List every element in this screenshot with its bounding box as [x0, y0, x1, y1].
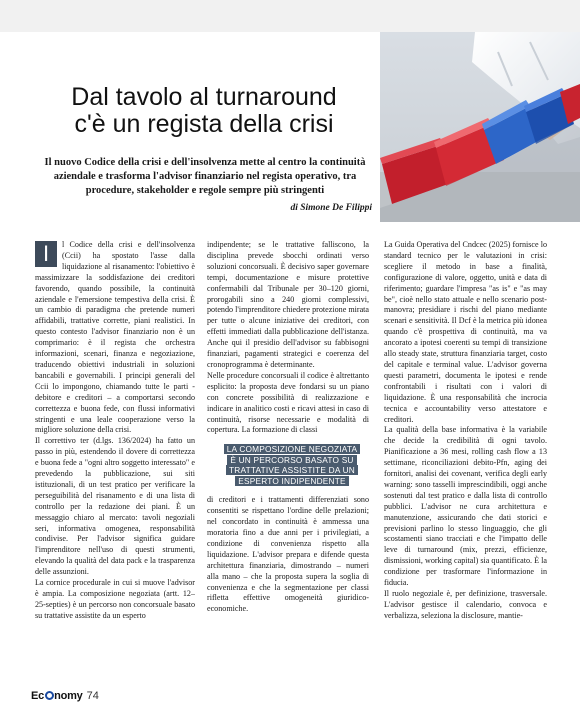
text-column-2: [207, 240, 369, 680]
page-footer: [31, 689, 99, 703]
hero-image: [380, 32, 580, 222]
paragraph: l Codice della crisi e dell'insolvenza (Ccii) ha spostato l'asse dalla liquidazione al risanamento: l'obiettivo è massimizzare la soddisfazione dei creditori favorendo, quando possibile, la continuità aziendale e l'emersione tempestiva della crisi. È un cambio di paradigma che pretende numeri affidabili, trattative corrette, piani realistici. In questo contesto l'advisor finanziario non è un comprimario: è il regista che orchestra informazioni, scenari, finanza e negoziazione, traducendo obiettivi industriali in soluzioni bancabili e governabili. I principi generali del Ccii lo impongono, chiamando tutte le parti - debitore e creditori – a comportarsi secondo correttezza e buona fede, con flussi informativi stringenti e una leale cooperazione verso la migliore soluzione della crisi.: [35, 240, 195, 435]
article-byline: di Simone De Filippi: [290, 203, 372, 213]
text-column-3: [384, 240, 547, 680]
paragraph: Il correttivo ter (d.lgs. 136/2024) ha fatto un passo in più, estendendo il dovere di correttezza e buona fede a "ogni altro soggetto interessato" e prevedendo la pubblicazione, sui siti istituzionali, di un test pratico per verificare la perseguibilità del risanamento e di una lista di controllo per la redazione dei piani. È un messaggio chiaro al mercato: tavoli negoziali seri, informativa omogenea, responsabilità condivise. Per l'advisor significa guidare l'imprenditore nell'uso di questi strumenti, elevando la qualità del data pack e la trasparenza delle assunzioni.: [35, 436, 195, 577]
logo-ring-icon: [45, 691, 54, 700]
pull-quote-text: LA COMPOSIZIONE NEGOZIATA È UN PERCORSO BASATO SU TRATTATIVE ASSISTITE DA UN ESPERTO INDIPENDENTE: [224, 444, 361, 486]
article-title: [34, 84, 374, 138]
title-line-2: c'è un regista della crisi: [74, 110, 334, 138]
top-band: [0, 0, 580, 32]
text-column-1: [35, 240, 195, 680]
pull-quote: [223, 444, 361, 486]
paragraph: indipendente; se le trattative falliscono, la disciplina prevede sbocchi ordinati verso soluzioni concorsuali. È decisivo saper governare tempi, documentazione e misure protettive confermabili dal Tribunale per 30–120 giorni, prorogabili sino a 240 giorni complessivi, potendo l'imprenditore chiedere protezione mirata per tutte o alcune iniziative dei creditori, con effetti immediati dalla pubblicazione dell'istanza. Anche qui il presidio dell'advisor su fabbisogni finanziari, pagamenti strategici e coerenza del cronoprogramma è determinante.: [207, 240, 369, 369]
title-line-1: Dal tavolo al turnaround: [71, 83, 337, 111]
paragraph: La Guida Operativa del Cndcec (2025) fornisce lo standard tecnico per le valutazioni in crisi: scegliere il metodo in base a finalità, configurazione di valore, oggetto, unità e data di riferimento; guardare l'impresa "as is" e "as may be", cioè nello stato attuale e nello scenario post-manovra; presidiare i rischi del piano mediante scenari e sensitività. Il Dcf è la metrica più idonea quando c'è prospettiva di continuità, ma va ancorato a ipotesi coerenti su tempi di transizione allo steady state, struttura finanziaria target, costo del capitale e terminal value. L'advisor governa questi parametri, documenta le ipotesi e rende confrontabili i risultati con i valori di liquidazione. È una responsabilità che incrocia tecnica e accountability verso attestatore e creditori.: [384, 240, 547, 424]
article-deck: Il nuovo Codice della crisi e dell'insolvenza mette al centro la continuità aziendale e trasforma l'advisor finanziario nel regista operativo, tra procedure, stakeholder e regole sempre più stringenti: [44, 157, 366, 196]
paragraph: di creditori e i trattamenti differenziati sono consentiti se rispettano l'ordine delle prelazioni; nel concordato in continuità è ammessa una moratoria fino a due anni per i privilegiati, a condizione di convenienza rispetto alla liquidazione. L'advisor prepara e difende questa architettura finanziaria, dimostrando – numeri alla mano – che la proposta supera la soglia di convenienza e che la segmentazione per classi rifletta effettive omogeneità giuridico-economiche.: [207, 495, 369, 614]
page-number: 74: [86, 690, 99, 702]
paragraph: Nelle procedure concorsuali il codice è altrettanto esplicito: la proposta deve fondarsi su un piano con concrete possibilità di realizzazione e indicare in analitico costi e ricavi attesi in caso di continuità, risorse necessarie e modalità di copertura. La formazione di classi: [207, 370, 369, 435]
paragraph: La qualità della base informativa è la variabile che decide la credibilità di ogni tavolo. Pianificazione a 36 mesi, rolling cash flow a 13 settimane, riconciliazioni debito-Pfn, aging dei fornitori, analisi dei covenant, verifica degli early warning: sono tasselli imprescindibili, oggi anche sostenuti dal test pratico e dalla lista di controllo pubblici. L'advisor ne cura architettura e manutenzione, assicurando che dati storici e previsioni parlino lo stesso linguaggio, che gli scostamenti siano tracciati e che l'impatto delle leve di turnaround (mix, prezzi, efficienze, dismissioni, working capital) sia quantificato. È la condizione per trasformare l'informazione in fiducia.: [384, 425, 547, 588]
logo-suffix: nomy: [54, 690, 83, 702]
paragraph: Il ruolo negoziale è, per definizione, trasversale. L'advisor gestisce il calendario, convoca e verbalizza, seleziona la disclosure, mantie-: [384, 589, 547, 620]
logo-prefix: Ec: [31, 690, 45, 702]
magazine-logo: [31, 690, 83, 702]
domino-falling-icon: [380, 32, 580, 222]
drop-cap: I: [35, 241, 57, 267]
paragraph: La cornice procedurale in cui si muove l'advisor è ampia. La composizione negoziata (artt. 12–25-septies) è un percorso non concorsuale basato su trattative assistite da un esperto: [35, 578, 195, 620]
